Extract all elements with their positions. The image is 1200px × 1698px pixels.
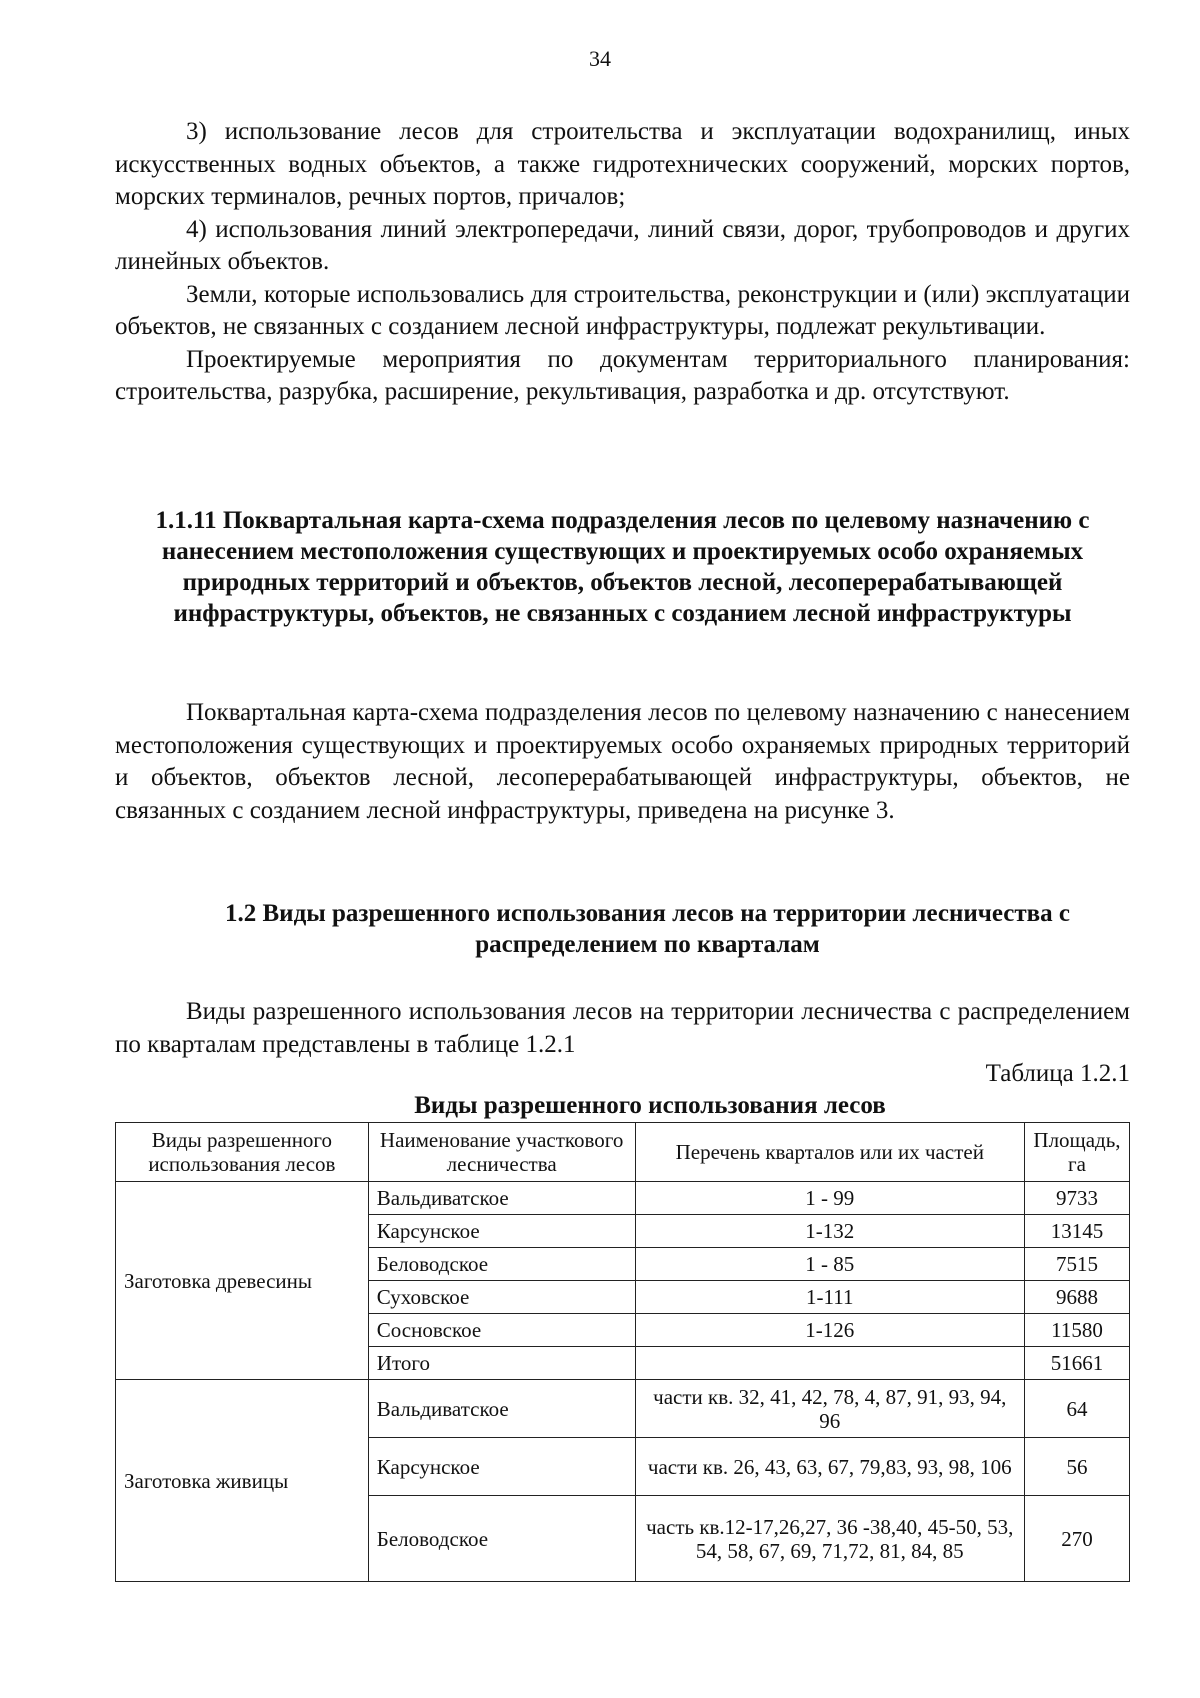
table-row bbox=[116, 1380, 1130, 1438]
quarters-cell: 1 - 85 bbox=[635, 1248, 1024, 1281]
paragraph-reclamation: Земли, которые использовались для строительства, реконструкции и (или) эксплуатации объектов, не связанных с созданием лесной инфраструктуры, подлежат рекультивации. bbox=[115, 280, 1130, 340]
forestry-cell: Карсунское bbox=[368, 1438, 635, 1496]
area-cell: 9688 bbox=[1024, 1281, 1129, 1314]
area-cell: 7515 bbox=[1024, 1248, 1129, 1281]
table-header-row bbox=[116, 1123, 1130, 1182]
page-number: 34 bbox=[589, 46, 611, 71]
section-1-1-11-heading: 1.1.11 Поквартальная карта-схема подразделения лесов по целевому назначению с нанесением местоположения существующих и проектируемых особо охраняемых природных территорий и объектов, объектов лесной, лесоперерабатывающей инфраструктуры, объектов, не связанных с созданием лесной инфраструктуры bbox=[155, 507, 1090, 627]
forestry-cell: Вальдиватское bbox=[368, 1380, 635, 1438]
top-paragraphs bbox=[115, 116, 1130, 409]
paragraph-item-3: 3) использование лесов для строительства и эксплуатации водохранилищ, иных искусственных водных объектов, а также гидротехнических сооружений, морских портов, морских терминалов, речных портов, причалов; bbox=[115, 118, 1130, 210]
forestry-cell: Итого bbox=[368, 1347, 635, 1380]
use-type-cell: Заготовка живицы bbox=[116, 1380, 369, 1582]
forest-use-table bbox=[115, 1122, 1130, 1582]
quarters-cell: части кв. 26, 43, 63, 67, 79,83, 93, 98, 106 bbox=[635, 1438, 1024, 1496]
section-1-2-heading: 1.2 Виды разрешенного использования лесов на территории лесничества с распределением по кварталам bbox=[225, 900, 1070, 958]
section-1-2 bbox=[165, 898, 1130, 960]
area-cell: 64 bbox=[1024, 1380, 1129, 1438]
quarters-cell: 1-111 bbox=[635, 1281, 1024, 1314]
area-cell: 11580 bbox=[1024, 1314, 1129, 1347]
header-quarters: Перечень кварталов или их частей bbox=[635, 1123, 1024, 1182]
quarters-cell: 1-126 bbox=[635, 1314, 1024, 1347]
forestry-cell: Беловодское bbox=[368, 1496, 635, 1582]
header-use-type: Виды разрешенного использования лесов bbox=[116, 1123, 369, 1182]
paragraph-planned-measures: Проектируемые мероприятия по документам территориального планирования: строительства, разрубка, расширение, рекультивация, разработка и др. отсутствуют. bbox=[115, 345, 1130, 405]
section-1-1-11-body bbox=[115, 697, 1130, 827]
section-1-2-paragraph: Виды разрешенного использования лесов на территории лесничества с распределением по кварталам представлены в таблице 1.2.1 bbox=[115, 998, 1130, 1058]
table-row bbox=[116, 1182, 1130, 1215]
area-cell: 51661 bbox=[1024, 1347, 1129, 1380]
table-label: Таблица 1.2.1 bbox=[985, 1060, 1130, 1087]
forestry-cell: Карсунское bbox=[368, 1215, 635, 1248]
table-caption: Виды разрешенного использования лесов bbox=[414, 1092, 886, 1119]
section-1-1-11-paragraph: Поквартальная карта-схема подразделения лесов по целевому назначению с нанесением местоположения существующих и проектируемых особо охраняемых природных территорий и объектов, объектов лесной, лесоперерабатывающей инфраструктуры, объектов, не связанных с созданием лесной инфраструктуры, приведена на рисунке 3. bbox=[115, 699, 1130, 824]
quarters-cell: 1-132 bbox=[635, 1215, 1024, 1248]
use-type-cell: Заготовка древесины bbox=[116, 1182, 369, 1380]
header-forestry: Наименование участкового лесничества bbox=[368, 1123, 635, 1182]
quarters-cell: часть кв.12-17,26,27, 36 -38,40, 45-50, 53, 54, 58, 67, 69, 71,72, 81, 84, 85 bbox=[635, 1496, 1024, 1582]
forestry-cell: Беловодское bbox=[368, 1248, 635, 1281]
quarters-cell: части кв. 32, 41, 42, 78, 4, 87, 91, 93, 94, 96 bbox=[635, 1380, 1024, 1438]
header-area: Площадь, га bbox=[1024, 1123, 1129, 1182]
area-cell: 56 bbox=[1024, 1438, 1129, 1496]
forestry-cell: Вальдиватское bbox=[368, 1182, 635, 1215]
section-1-2-body bbox=[115, 996, 1130, 1061]
forestry-cell: Суховское bbox=[368, 1281, 635, 1314]
area-cell: 9733 bbox=[1024, 1182, 1129, 1215]
section-1-1-11 bbox=[115, 505, 1130, 629]
area-cell: 13145 bbox=[1024, 1215, 1129, 1248]
quarters-cell bbox=[635, 1347, 1024, 1380]
quarters-cell: 1 - 99 bbox=[635, 1182, 1024, 1215]
forestry-cell: Сосновское bbox=[368, 1314, 635, 1347]
area-cell: 270 bbox=[1024, 1496, 1129, 1582]
paragraph-item-4: 4) использования линий электропередачи, линий связи, дорог, трубопроводов и других линейных объектов. bbox=[115, 215, 1130, 275]
